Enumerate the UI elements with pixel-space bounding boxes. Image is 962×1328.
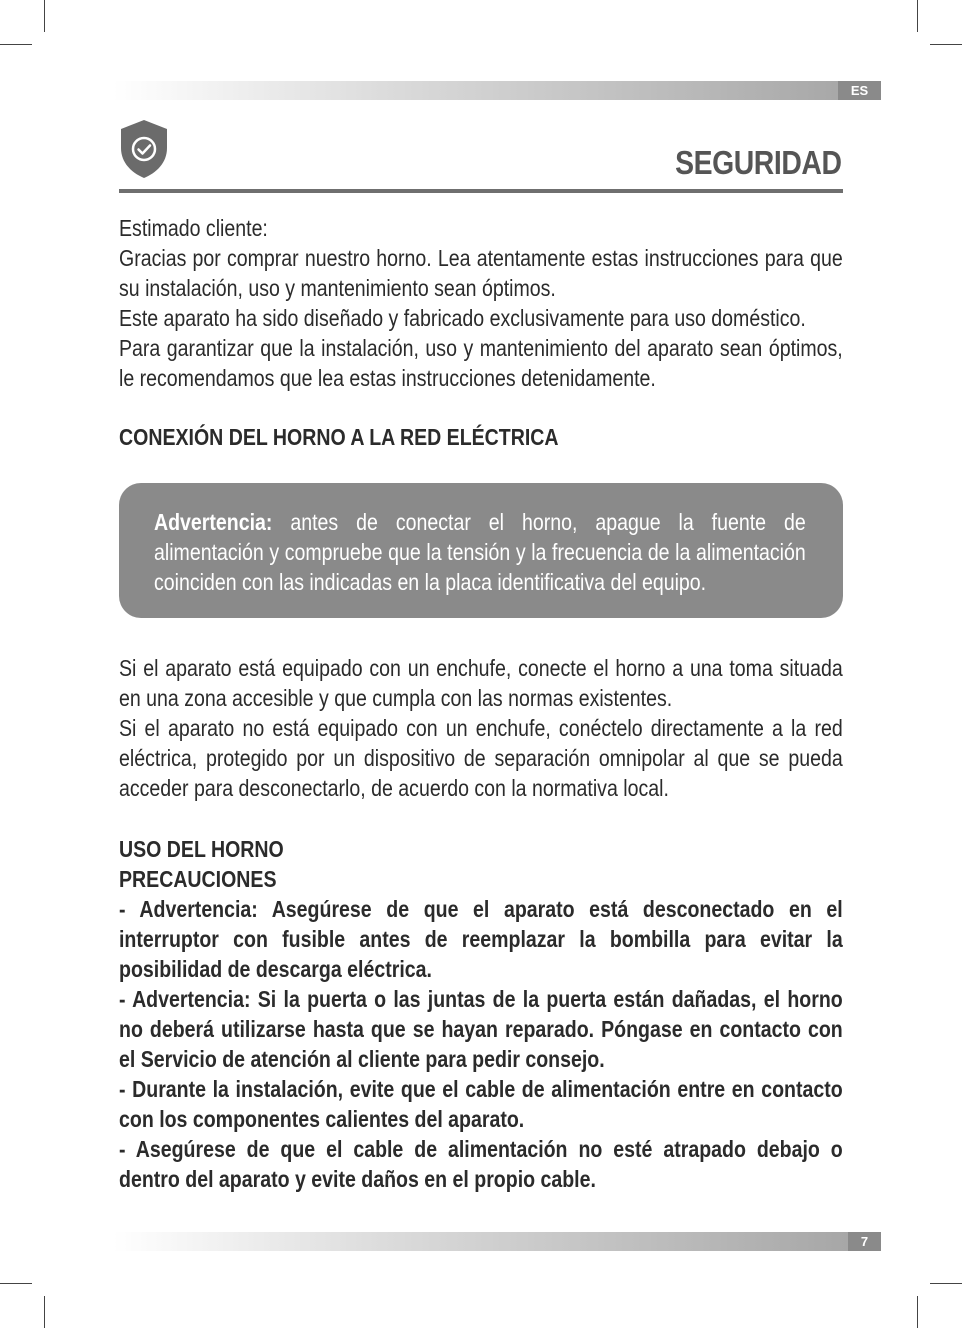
- crop-mark: [930, 44, 962, 45]
- connection-paragraph: Si el aparato está equipado con un enchufe, conecte el horno a una toma situada en una zona accesible y que cumpla con las normas existentes.: [119, 655, 843, 711]
- precaution-item: - Durante la instalación, evite que el cable de alimentación entre en contacto con los componentes calientes del aparato.: [119, 1076, 843, 1132]
- warning-box: [119, 483, 843, 618]
- greeting: Estimado cliente:: [119, 215, 268, 241]
- precaution-item: - Advertencia: Asegúrese de que el aparato está desconectado en el interruptor con fusible antes de reemplazar la bombilla para evitar la posibilidad de descarga eléctrica.: [119, 896, 843, 982]
- crop-mark: [44, 1296, 45, 1328]
- footer-bar: [113, 1232, 881, 1251]
- crop-mark: [917, 1296, 918, 1328]
- precaution-item: - Advertencia: Si la puerta o las juntas de la puerta están dañadas, el horno no deberá utilizarse hasta que se hayan reparado. Póngase en contacto con el Servicio de atención al cliente para pedir consejo.: [119, 986, 843, 1072]
- section-subheading: PRECAUCIONES: [119, 866, 277, 892]
- language-tab: ES: [838, 81, 881, 100]
- section-heading: USO DEL HORNO: [119, 836, 284, 862]
- section-heading: CONEXIÓN DEL HORNO A LA RED ELÉCTRICA: [119, 424, 559, 450]
- shield-check-icon: [117, 118, 171, 180]
- header-bar: [113, 81, 881, 100]
- crop-mark: [0, 1283, 32, 1284]
- page-number: 7: [848, 1232, 881, 1251]
- intro-section: [119, 213, 843, 393]
- intro-paragraph: Este aparato ha sido diseñado y fabricado exclusivamente para uso doméstico.: [119, 305, 806, 331]
- crop-mark: [930, 1283, 962, 1284]
- intro-paragraph: Gracias por comprar nuestro horno. Lea atentamente estas instrucciones para que su instalación, uso y mantenimiento sean óptimos.: [119, 245, 843, 301]
- usage-section: [119, 834, 843, 1194]
- title-divider: [119, 189, 843, 193]
- page-title: SEGURIDAD: [675, 144, 842, 181]
- connection-paragraph: Si el aparato no está equipado con un enchufe, conéctelo directamente a la red eléctrica, protegido por un dispositivo de separación omnipolar al que se pueda acceder para desconectarlo, de acuerdo con la normativa local.: [119, 715, 843, 801]
- crop-mark: [917, 0, 918, 32]
- intro-paragraph: Para garantizar que la instalación, uso y mantenimiento del aparato sean óptimos, le recomendamos que lea estas instrucciones detenidamente.: [119, 335, 843, 391]
- crop-mark: [44, 0, 45, 32]
- warning-text: Advertencia: antes de conectar el horno, apague la fuente de alimentación y compruebe que la tensión y la frecuencia de la alimentación coinciden con las indicadas en la placa identificativa del equipo.: [154, 509, 806, 595]
- crop-mark: [0, 44, 32, 45]
- warning-label: Advertencia:: [154, 509, 273, 535]
- precaution-item: - Asegúrese de que el cable de alimentación no esté atrapado debajo o dentro del aparato y evite daños en el propio cable.: [119, 1136, 843, 1192]
- connection-section: [119, 653, 843, 803]
